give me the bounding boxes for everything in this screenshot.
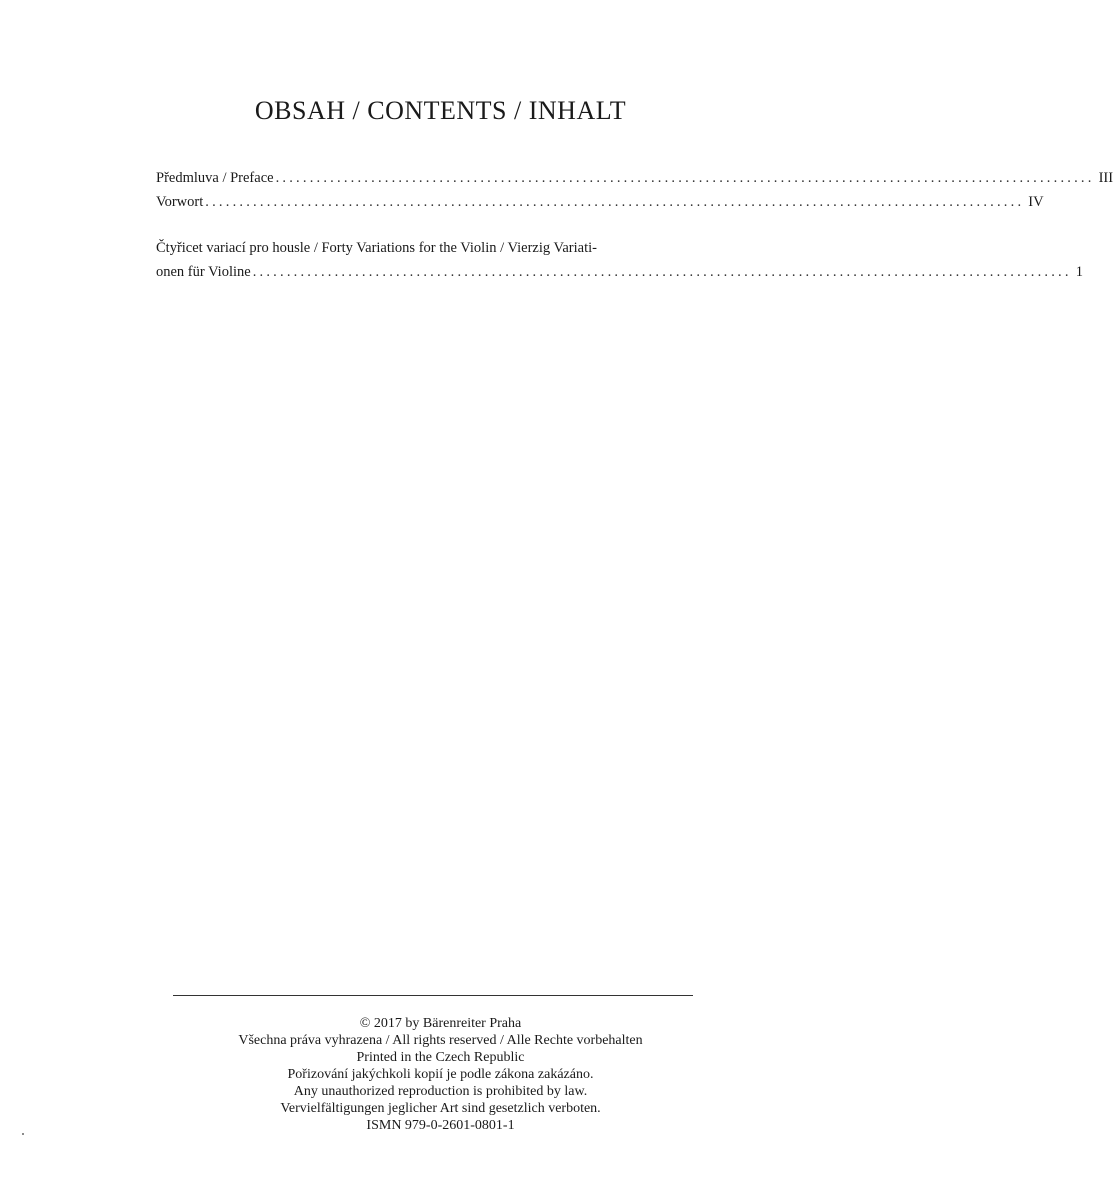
- toc-entry-label: Vorwort: [156, 194, 204, 210]
- toc-leader-dots: ........................................................................................................................: [252, 264, 1072, 280]
- notice-de-line: Vervielfältigungen jeglicher Art sind gesetzlich verboten.: [280, 1101, 601, 1116]
- toc-entry-preface: [156, 166, 1113, 190]
- toc-leader-dots: ........................................................................................................................: [205, 194, 1025, 210]
- notice-cz-line: Pořizování jakýchkoli kopií je podle zákona zakázáno.: [287, 1067, 594, 1082]
- toc-entry-page: IV: [1028, 194, 1044, 210]
- toc-entry-vorwort: [156, 190, 1044, 214]
- toc-entry-page: 1: [1075, 264, 1083, 280]
- colophon: [0, 1015, 881, 1134]
- table-of-contents: [156, 166, 1113, 284]
- printed-line: Printed in the Czech Republic: [356, 1050, 525, 1065]
- footer-divider: [173, 995, 693, 996]
- toc-entry-variations: [156, 236, 1083, 284]
- toc-entry-label-line1: Čtyřicet variací pro housle / Forty Variations for the Violin / Vierzig Variati-: [156, 240, 597, 256]
- toc-entry-page: III: [1098, 170, 1113, 186]
- toc-entry-label-line2: onen für Violine: [156, 264, 251, 280]
- notice-en-line: Any unauthorized reproduction is prohibited by law.: [293, 1084, 588, 1099]
- toc-leader-dots: ........................................................................................................................: [275, 170, 1095, 186]
- toc-entry-label: Předmluva / Preface: [156, 170, 274, 186]
- page-title: OBSAH / CONTENTS / INHALT: [254, 96, 627, 125]
- copyright-line: © 2017 by Bärenreiter Praha: [359, 1016, 522, 1031]
- ismn-line: ISMN 979-0-2601-0801-1: [366, 1118, 515, 1133]
- rights-line: Všechna práva vyhrazena / All rights reserved / Alle Rechte vorbehalten: [238, 1033, 643, 1048]
- scan-speck: [22, 1133, 24, 1135]
